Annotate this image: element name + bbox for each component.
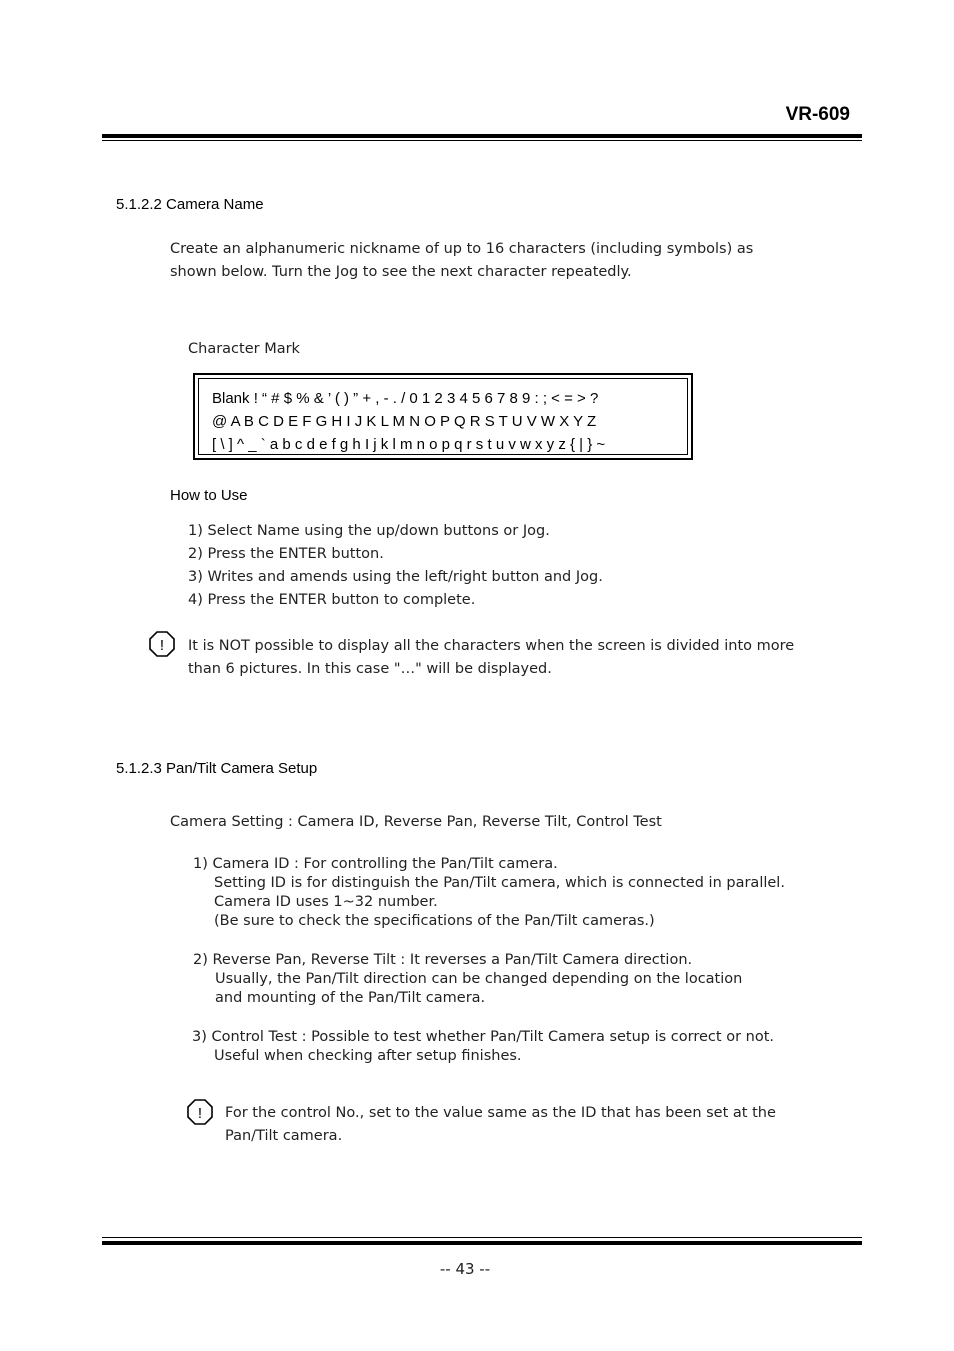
pan-tilt-item-camera-id [193,855,785,931]
pan-tilt-item-reverse [193,951,742,1008]
note-line: Pan/Tilt camera. [225,1128,343,1144]
step-item: 3) Writes and amends using the left/right button and Jog. [188,569,603,585]
footer-rule-thick [102,1241,862,1245]
camera-setting-line: Camera Setting : Camera ID, Reverse Pan, Reverse Tilt, Control Test [170,814,662,830]
svg-text:!: ! [197,1105,203,1122]
item-line: 1) Camera ID : For controlling the Pan/Tilt camera. [193,856,558,872]
character-row: [ \ ] ^ _ ` a b c d e f g h I j k l m n o p q r s t u v w x y z { | } ~ [212,436,606,453]
character-mark-table [193,373,693,460]
item-line: Camera ID uses 1~32 number. [214,894,438,910]
intro-paragraph [170,238,753,284]
how-to-use-label: How to Use [170,487,248,504]
character-mark-table-inner [198,378,688,455]
character-row: Blank ! “ # $ % & ’ ( ) ” + , - . / 0 1 2 3 4 5 6 7 8 9 : ; < = > ? [212,390,599,407]
note-line: For the control No., set to the value same as the ID that has been set at the [225,1105,776,1121]
item-line: and mounting of the Pan/Tilt camera. [215,990,486,1006]
step-item: 1) Select Name using the up/down buttons or Jog. [188,523,550,539]
warning-icon [186,1098,214,1126]
intro-line: Create an alphanumeric nickname of up to 16 characters (including symbols) as [170,241,754,257]
intro-line: shown below. Turn the Jog to see the next character repeatedly. [170,264,632,280]
section-heading-camera-name: 5.1.2.2 Camera Name [116,196,264,213]
note-pan-tilt [225,1102,776,1148]
pan-tilt-item-control-test [192,1028,774,1066]
warning-icon [148,630,176,658]
step-item: 4) Press the ENTER button to complete. [188,592,476,608]
document-model: VR-609 [785,104,850,125]
note-line: It is NOT possible to display all the characters when the screen is divided into more [188,638,795,654]
header-rule-thin [102,140,862,141]
item-line: Setting ID is for distinguish the Pan/Tilt camera, which is connected in parallel. [214,875,785,891]
footer-rule-thin [102,1237,862,1238]
item-line: (Be sure to check the specifications of the Pan/Tilt cameras.) [214,913,655,929]
header-rule-thick [102,134,862,138]
section-heading-pan-tilt: 5.1.2.3 Pan/Tilt Camera Setup [116,760,318,777]
item-line: 2) Reverse Pan, Reverse Tilt : It reverses a Pan/Tilt Camera direction. [193,952,693,968]
character-row: @ A B C D E F G H I J K L M N O P Q R S T U V W X Y Z [212,413,597,430]
item-line: Usually, the Pan/Tilt direction can be changed depending on the location [215,971,743,987]
note-line: than 6 pictures. In this case "…" will be displayed. [188,661,552,677]
svg-text:!: ! [159,637,165,654]
how-to-use-steps [188,520,603,612]
page-number: -- 43 -- [439,1260,491,1278]
note-camera-name [188,635,794,681]
character-mark-label: Character Mark [188,341,300,357]
item-line: 3) Control Test : Possible to test whether Pan/Tilt Camera setup is correct or not. [192,1029,774,1045]
item-line: Useful when checking after setup finishes. [214,1048,522,1064]
step-item: 2) Press the ENTER button. [188,546,384,562]
